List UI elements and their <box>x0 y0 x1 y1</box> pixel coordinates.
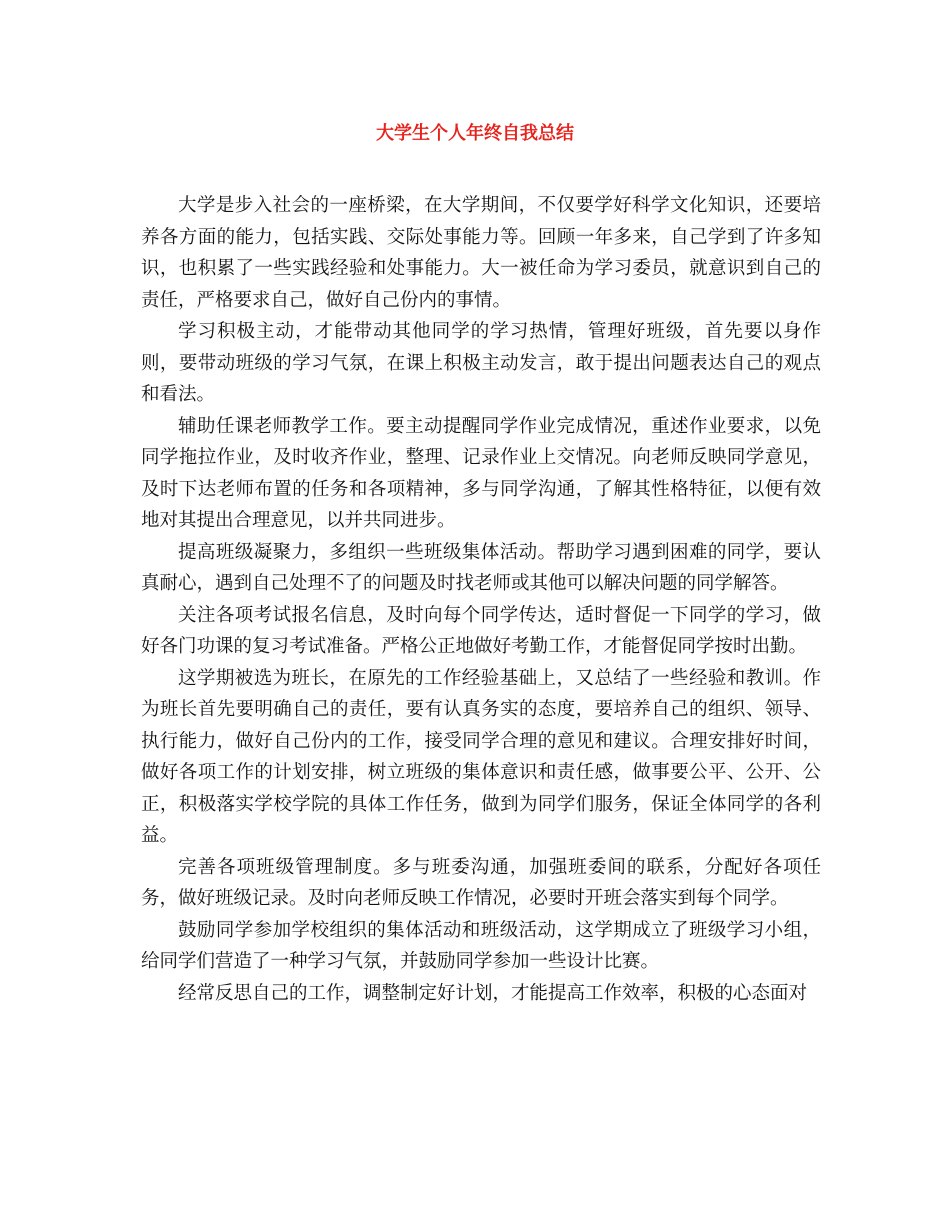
paragraph: 关注各项考试报名信息，及时向每个同学传达，适时督促一下同学的学习，做好各门功课的复习考试准备。严格公正地做好考勤工作，才能督促同学按时出勤。 <box>141 604 821 657</box>
document-title: 大学生个人年终自我总结 <box>376 123 574 144</box>
paragraph: 提高班级凝聚力，多组织一些班级集体活动。帮助学习遇到困难的同学，要认真耐心，遇到自己处理不了的问题及时找老师或其他可以解决问题的同学解答。 <box>141 541 821 594</box>
paragraph: 鼓励同学参加学校组织的集体活动和班级活动，这学期成立了班级学习小组，给同学们营造了一种学习气氛，并鼓励同学参加一些设计比赛。 <box>141 919 821 972</box>
paragraph: 这学期被选为班长，在原先的工作经验基础上，又总结了一些经验和教训。作为班长首先要明确自己的责任，要有认真务实的态度，要培养自己的组织、领导、执行能力，做好自己份内的工作，接受同学合理的意见和建议。合理安排好时间，做好各项工作的计划安排，树立班级的集体意识和责任感，做事要公平、公开、公正，积极落实学校学院的具体工作任务，做到为同学们服务，保证全体同学的各利益。 <box>141 667 821 846</box>
paragraph: 大学是步入社会的一座桥梁，在大学期间，不仅要学好科学文化知识，还要培养各方面的能力，包括实践、交际处事能力等。回顾一年多来，自己学到了许多知识，也积累了一些实践经验和处事能力。大一被任命为学习委员，就意识到自己的责任，严格要求自己，做好自己份内的事情。 <box>141 195 821 311</box>
paragraph: 经常反思自己的工作，调整制定好计划，才能提高工作效率，积极的心态面对 <box>178 982 808 1004</box>
document-body <box>141 190 821 1009</box>
paragraph: 学习积极主动，才能带动其他同学的学习热情，管理好班级，首先要以身作则，要带动班级的学习气氛，在课上积极主动发言，敢于提出问题表达自己的观点和看法。 <box>141 321 821 405</box>
paragraph: 完善各项班级管理制度。多与班委沟通，加强班委间的联系，分配好各项任务，做好班级记录。及时向老师反映工作情况，必要时开班会落实到每个同学。 <box>141 856 821 909</box>
paragraph: 辅助任课老师教学工作。要主动提醒同学作业完成情况，重述作业要求，以免同学拖拉作业，及时收齐作业，整理、记录作业上交情况。向老师反映同学意见，及时下达老师布置的任务和各项精神，多与同学沟通，了解其性格特征，以便有效地对其提出合理意见，以并共同进步。 <box>141 415 821 531</box>
